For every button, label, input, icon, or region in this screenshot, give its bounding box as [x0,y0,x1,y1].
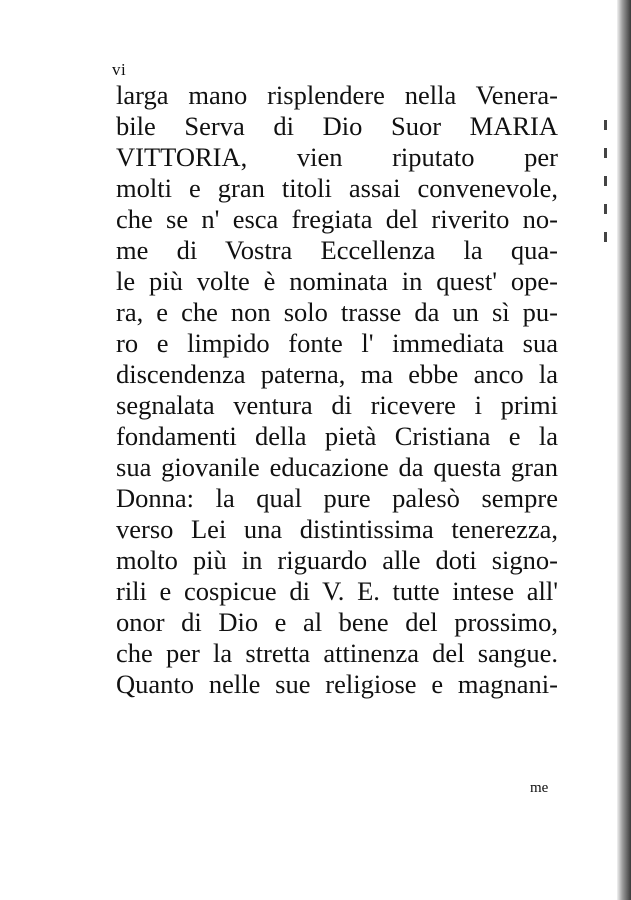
text-line: che se n' esca fregiata del riverito no- [116,204,558,234]
text-line: molto più in riguardo alle doti signo- [116,545,558,575]
text-line: larga mano risplendere nella Venera- [116,80,558,110]
text-line: segnalata ventura di ricevere i primi [116,390,558,420]
text-line: che per la stretta attinenza del sangue. [116,638,558,668]
text-line: verso Lei una distintissima tenerezza, [116,514,558,544]
text-line: Donna: la qual pure palesò sempre [116,483,558,513]
binding-edge [617,0,631,900]
text-line: ra, e che non solo trasse da un sì pu- [116,297,558,327]
text-line: Quanto nelle sue religiose e magnani- [116,669,558,699]
bleed-mark [604,204,607,214]
bleed-mark [604,120,607,130]
text-line: me di Vostra Eccellenza la qua- [116,235,558,265]
text-line: onor di Dio e al bene del prossimo, [116,607,558,637]
text-line: discendenza paterna, ma ebbe anco la [116,359,558,389]
bleed-mark [604,148,607,158]
page-number: vi [112,60,127,79]
text-line: le più volte è nominata in quest' ope- [116,266,558,296]
body-text [116,80,558,700]
bleed-through-marks [596,120,616,280]
text-line: fondamenti della pietà Cristiana e la [116,421,558,451]
bleed-mark [604,176,607,186]
text-line: bile Serva di Dio Suor MARIA [116,111,558,141]
text-line: ro e limpido fonte l' immediata sua [116,328,558,358]
catchword: me [530,780,549,796]
text-line: rili e cospicue di V. E. tutte intese all' [116,576,558,606]
text-line: VITTORIA, vien riputato per [116,142,558,172]
text-line: sua giovanile educazione da questa gran [116,452,558,482]
bleed-mark [604,232,607,242]
text-line: molti e gran titoli assai convenevole, [116,173,558,203]
